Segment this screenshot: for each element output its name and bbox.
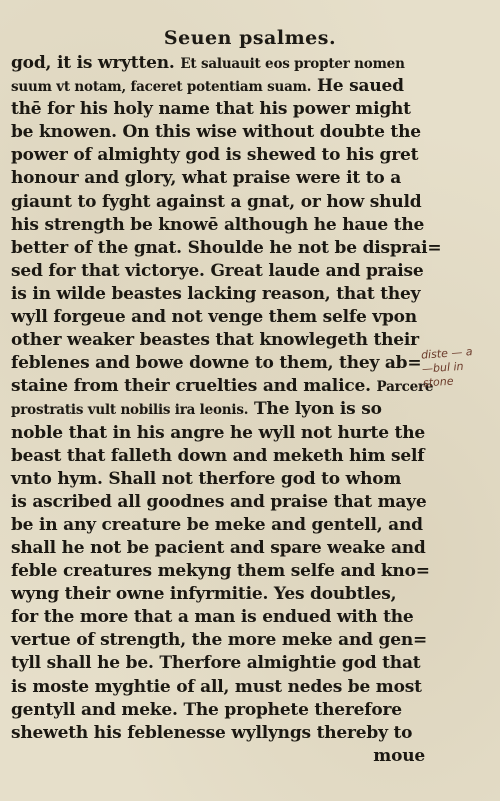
text-line: [11, 260, 431, 283]
text-line: [11, 652, 431, 675]
text-line: [11, 306, 431, 329]
text-line: [11, 98, 431, 121]
line-text: better of the gnat. Shoulde he not be disprai=: [11, 237, 442, 258]
text-line: [11, 583, 431, 606]
text-line: [11, 167, 431, 190]
marginal-note: stone: [422, 374, 454, 390]
line-text: vnto hym. Shall not therfore god to whom: [11, 468, 402, 489]
line-text: staine from their cruelties and malice.: [11, 376, 371, 397]
text-line: [11, 491, 431, 514]
text-line: [11, 422, 431, 445]
latin-quotation: Et saluauit eos propter nomen: [180, 56, 405, 72]
text-line: [11, 445, 431, 468]
text-line: [11, 214, 431, 237]
latin-quotation: prostratis vult nobilis ira leonis.: [11, 402, 249, 419]
line-text: feblenes and bowe downe to them, they ab=: [11, 353, 422, 374]
line-text: gentyll and meke. The prophete therefore: [11, 699, 402, 720]
latin-quotation: Parcere: [376, 379, 434, 396]
text-line: [11, 514, 431, 537]
marginal-note: —bul in: [421, 359, 464, 376]
line-text: He saued: [316, 76, 404, 97]
line-text: giaunt to fyght against a gnat, or how shuld: [11, 191, 422, 212]
line-text: shall he not be pacient and spare weake and: [11, 537, 426, 558]
line-text: sed for that victorye. Great laude and praise: [11, 260, 424, 281]
text-line: [11, 537, 431, 560]
text-line: [11, 329, 431, 352]
line-text: power of almighty god is shewed to his gret: [11, 145, 419, 166]
line-text: noble that in his angre he wyll not hurte the: [11, 422, 425, 443]
line-text: honour and glory, what praise were it to a: [11, 168, 402, 189]
text-line: [11, 676, 431, 699]
line-text: vertue of strength, the more meke and gen=: [11, 630, 428, 651]
text-line: [11, 283, 431, 306]
line-text: is in wilde beastes lacking reason, that they: [11, 283, 421, 304]
line-text: The lyon is so: [253, 399, 382, 420]
line-text: be knowen. On this wise without doubte the: [11, 122, 421, 143]
marginal-note: diste — a: [420, 345, 474, 362]
line-text: other weaker beastes that knowlegeth their: [11, 330, 419, 351]
text-line: [11, 560, 431, 583]
line-text: feble creatures mekyng them selfe and kno=: [11, 561, 430, 582]
line-text: is ascribed all goodnes and praise that maye: [11, 491, 427, 512]
line-text: beast that falleth down and meketh him self: [11, 445, 425, 466]
text-line: [11, 606, 431, 629]
latin-quotation: suum vt notam, faceret potentiam suam.: [11, 79, 312, 96]
line-text: for the more that a man is endued with the: [11, 607, 414, 628]
line-text: his strength be knowē although he haue the: [11, 214, 425, 235]
text-line: [11, 237, 442, 260]
handwritten-marginalia: [421, 343, 500, 390]
text-line: [11, 75, 431, 98]
line-text: thē for his holy name that his power might: [11, 99, 411, 120]
line-text: wyll forgeue and not venge them selfe vpon: [11, 307, 417, 328]
line-text: god, it is wrytten.: [11, 53, 175, 73]
line-text: sheweth his feblenesse wyllyngs thereby to: [11, 722, 413, 743]
text-line: [11, 144, 431, 167]
text-line: [11, 629, 431, 652]
running-head: Seuen psalmes.: [163, 27, 337, 49]
text-line: [11, 375, 434, 398]
text-line: [11, 468, 431, 491]
text-line: [11, 121, 431, 144]
text-line: [11, 352, 431, 375]
text-line: [11, 191, 431, 214]
line-text: moue: [373, 745, 425, 766]
text-line: [11, 52, 431, 75]
text-line: [11, 699, 431, 722]
text-line: [11, 745, 431, 768]
line-text: be in any creature be meke and gentell, and: [11, 514, 423, 535]
text-line: [11, 398, 431, 421]
text-line: [11, 722, 431, 745]
line-text: tyll shall he be. Therfore almightie god that: [11, 653, 421, 674]
line-text: is moste myghtie of all, must nedes be most: [11, 676, 422, 697]
line-text: wyng their owne infyrmitie. Yes doubtles,: [11, 584, 397, 605]
